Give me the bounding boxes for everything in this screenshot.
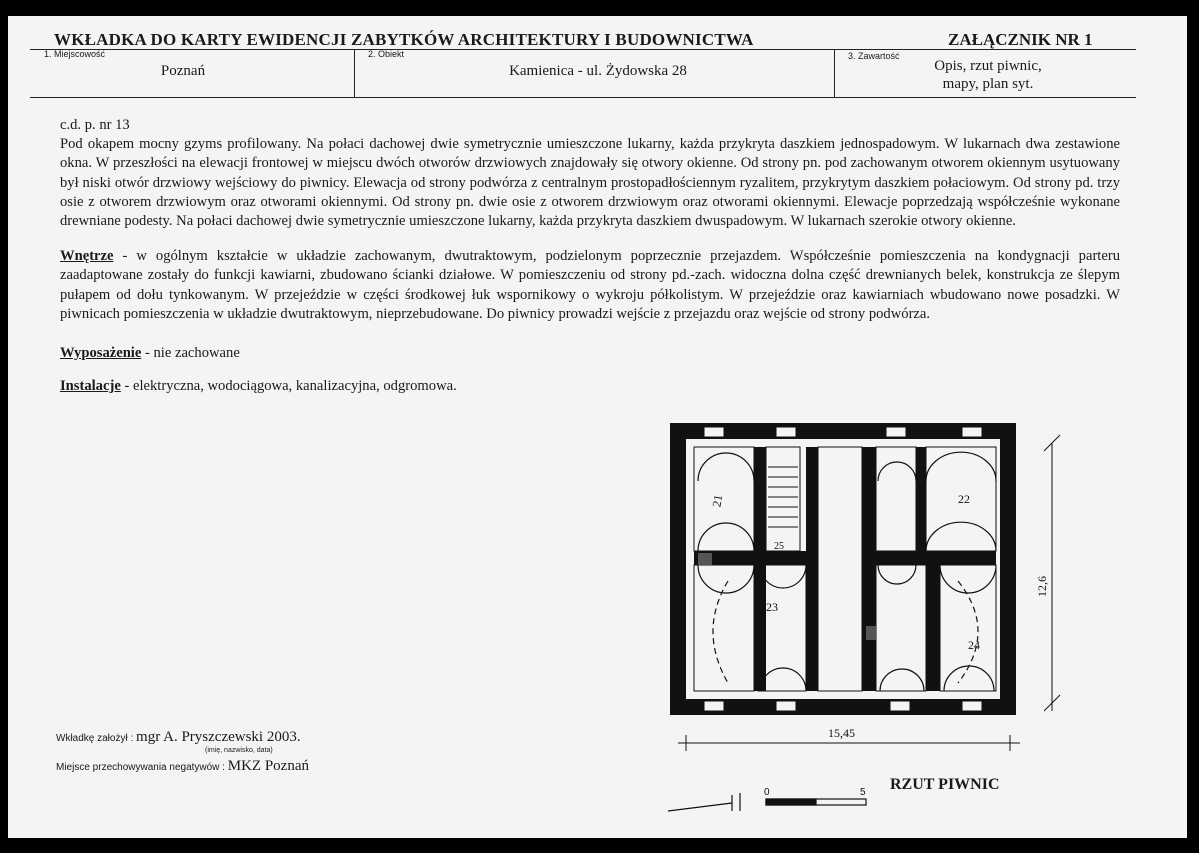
- contents-value-line1: Opis, rzut piwnic,: [934, 58, 1042, 74]
- page-title: WKŁADKA DO KARTY EWIDENCJI ZABYTKÓW ARCHITEKTURY I BUDOWNICTWA: [54, 30, 754, 49]
- basement-floor-plan: [668, 421, 1088, 821]
- contents-label: 3. Zawartość: [848, 51, 900, 61]
- continuation-note: c.d. p. nr 13: [60, 117, 130, 133]
- locality-label: 1. Miejscowość: [44, 49, 106, 59]
- interior-heading: Wnętrze: [60, 248, 114, 265]
- negatives-value: MKZ Poznań: [227, 758, 309, 774]
- header-top-rule: [30, 49, 1136, 50]
- document-sheet: [8, 16, 1187, 838]
- annex-number: ZAŁĄCZNIK NR 1: [948, 30, 1093, 49]
- plan-title: RZUT PIWNIC: [890, 776, 1000, 793]
- width-dimension: 15,45: [828, 726, 855, 740]
- scale-zero: 0: [764, 787, 770, 798]
- object-label: 2. Obiekt: [368, 49, 405, 59]
- header-divider-1: [354, 49, 355, 97]
- installations-text: - elektryczna, wodociągowa, kanalizacyjna, odgromowa.: [120, 378, 457, 395]
- locality-value: Poznań: [160, 63, 206, 79]
- equipment-heading: Wyposażenie: [60, 345, 142, 362]
- author-line: [56, 729, 301, 746]
- author-value: mgr A. Pryszczewski 2003.: [136, 729, 301, 745]
- room-label-25: 25: [774, 541, 784, 552]
- equipment-text: - nie zachowane: [141, 345, 240, 362]
- height-dimension: 12,6: [1035, 576, 1049, 597]
- header: [44, 28, 1144, 50]
- installations-heading: Instalacje: [60, 378, 121, 395]
- equipment-paragraph: [60, 344, 1120, 363]
- header-divider-2: [834, 49, 835, 97]
- author-label: Wkładkę założył :: [56, 733, 134, 744]
- interior-paragraph: [60, 247, 1120, 324]
- contents-value-line2: mapy, plan syt.: [942, 76, 1034, 92]
- negatives-label: Miejsce przechowywania negatywów :: [56, 762, 225, 773]
- negatives-line: [56, 758, 309, 775]
- room-label-22: 22: [958, 492, 970, 506]
- room-label-21: 21: [709, 493, 726, 508]
- room-label-23: 23: [766, 600, 778, 614]
- scale-five: 5: [860, 787, 866, 798]
- header-bottom-rule: [30, 97, 1136, 98]
- exterior-paragraph: Pod okapem mocny gzyms profilowany. Na połaci dachowej dwie symetrycznie umieszczone lukarny, każda przykryta daszkiem jednospadowym. W lukarnach dwa zestawione okna. W przeszłości na elewacji frontowej w miejscu dwóch otworów drzwiowych znajdowały się otwory okienne. Od strony pn. pod zachowanym otworem okiennym usytuowany był niski otwór drzwiowy wejściowy do piwnicy. Elewacja od strony podwórza z centralnym prostopadłościennym ryzalitem, przykrytym daszkiem połaciowym. Od strony pd. trzy osie z otworem drzwiowym oraz otworami okiennymi. Od strony pn. dwie osie z otworem drzwiowym oraz otworami okiennymi. Elewacje poprzedzają współcześnie wykonane drewniane podesty. Na połaci dachowej dwie symetrycznie umieszczone lukarny, każda przykryta daszkiem dwuspadowym. W lukarnach szerokie otwory okienne.: [60, 136, 1120, 230]
- author-hint: (imię, nazwisko, data): [205, 747, 273, 754]
- room-label-24: 24: [968, 638, 980, 652]
- description-body: [60, 116, 1120, 396]
- interior-text: - w ogólnym kształcie w układzie zachowanym, dwutraktowym, podzielonym poprzecznie przejazdem. Współcześnie pomieszczenia na kondygnacji parteru zaadaptowane zostały do funkcji kawiarni, zbudowano ścianki działowe. W pomieszczeniu od strony pd.-zach. widoczna dolna część drewnianych belek, konstrukcja ze ślepym pułapem od dołu tynkowanym. W przejeździe w części środkowej łuk wspornikowy o wykroju półkolistym. W przejeździe oraz kawiarniach wbudowano nowe posadzki. W piwnicach pomieszczenia w układzie dwutraktowym, nieprzebudowane. Do piwnicy prowadzi wejście z przejazdu oraz wejście od strony podwórza.: [60, 248, 1120, 322]
- object-value: Kamienica - ul. Żydowska 28: [509, 63, 687, 79]
- installations-paragraph: [60, 377, 1120, 396]
